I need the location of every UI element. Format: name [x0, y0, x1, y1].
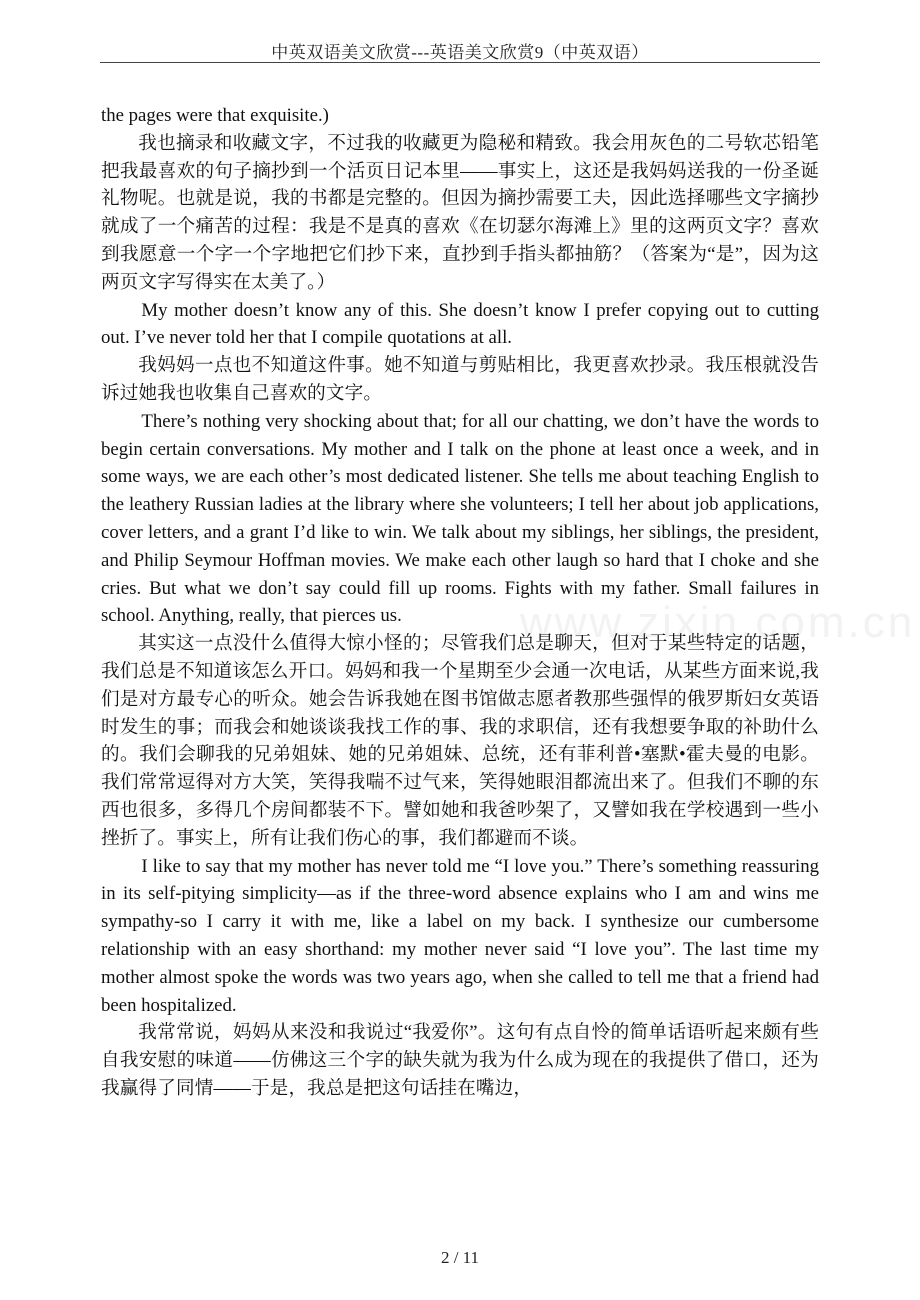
article-body: [101, 102, 819, 1103]
paragraph-zh-1: 我也摘录和收藏文字，不过我的收藏更为隐秘和精致。我会用灰色的二号软芯铅笔把我最喜欢的句子摘抄到一个活页日记本里——事实上，这还是我妈妈送我的一份圣诞礼物呢。也就是说，我的书都是完整的。但因为摘抄需要工夫，因此选择哪些文字摘抄就成了一个痛苦的过程：我是不是真的喜欢《在切瑟尔海滩上》里的这两页文字？喜欢到我愿意一个字一个字地把它们抄下来，直抄到手指头都抽筋？（答案为“是”，因为这两页文字写得实在太美了。）: [101, 132, 819, 293]
paragraph-en-2: There’s nothing very shocking about that; for all our chatting, we don’t have the words to begin certain conversations. My mother and I talk on the phone at least once a week, and in some ways, we are each other’s most dedicated listener. She tells me about teaching English to the leathery Russian ladies at the library where she volunteers; I tell her about job applications, cover letters, and a grant I’d like to win. We talk about my siblings, her siblings, the president, and Philip Seymour Hoffman movies. We make each other laugh so hard that I choke and she cries. But what we don’t say could fill up rooms. Fights with my father. Small failures in school. Anything, really, that pierces us.: [101, 410, 819, 627]
paragraph-en-continued: the pages were that exquisite.): [101, 105, 329, 126]
paragraph-zh-4: 我常常说，妈妈从来没和我说过“我爱你”。这句有点自怜的简单话语听起来颇有些自我安慰的味道——仿佛这三个字的缺失就为我为什么成为现在的我提供了借口，还为我赢得了同情——于是，我总是把这句话挂在嘴边，: [101, 1022, 819, 1099]
watermark: www.zixin.com.cn: [520, 598, 916, 647]
header-divider: [100, 62, 820, 63]
page-header: 中英双语美文欣赏---英语美文欣赏9（中英双语）: [271, 43, 649, 62]
paragraph-en-1: My mother doesn’t know any of this. She doesn’t know I prefer copying out to cutting out. I’ve never told her that I compile quotations at all.: [101, 299, 819, 349]
page-number: 2 / 11: [440, 1248, 480, 1267]
paragraph-zh-3: 其实这一点没什么值得大惊小怪的；尽管我们总是聊天，但对于某些特定的话题，我们总是不知道该怎么开口。妈妈和我一个星期至少会通一次电话，从某些方面来说,我们是对方最专心的听众。她会告诉我她在图书馆做志愿者教那些强悍的俄罗斯妇女英语时发生的事；而我会和她谈谈我找工作的事、我的求职信，还有我想要争取的补助什么的。我们会聊我的兄弟姐妹、她的兄弟姐妹、总统，还有菲利普•塞默•霍夫曼的电影。我们常常逗得对方大笑，笑得我喘不过气来，笑得她眼泪都流出来了。但我们不聊的东西也很多，多得几个房间都装不下。譬如她和我爸吵架了，又譬如我在学校遇到一些小挫折了。事实上，所有让我们伤心的事，我们都避而不谈。: [101, 633, 819, 849]
paragraph-en-3: I like to say that my mother has never told me “I love you.” There’s something reassuring in its self-pitying simplicity—as if the three-word absence explains who I am and wins me sympathy-so I carry it with me, like a label on my back. I synthesize our cumbersome relationship with an easy shorthand: my mother never said “I love you”. The last time my mother almost spoke the words was two years ago, when she called to tell me that a friend had been hospitalized.: [101, 855, 819, 1016]
paragraph-zh-2: 我妈妈一点也不知道这件事。她不知道与剪贴相比，我更喜欢抄录。我压根就没告诉过她我也收集自己喜欢的文字。: [101, 355, 819, 404]
